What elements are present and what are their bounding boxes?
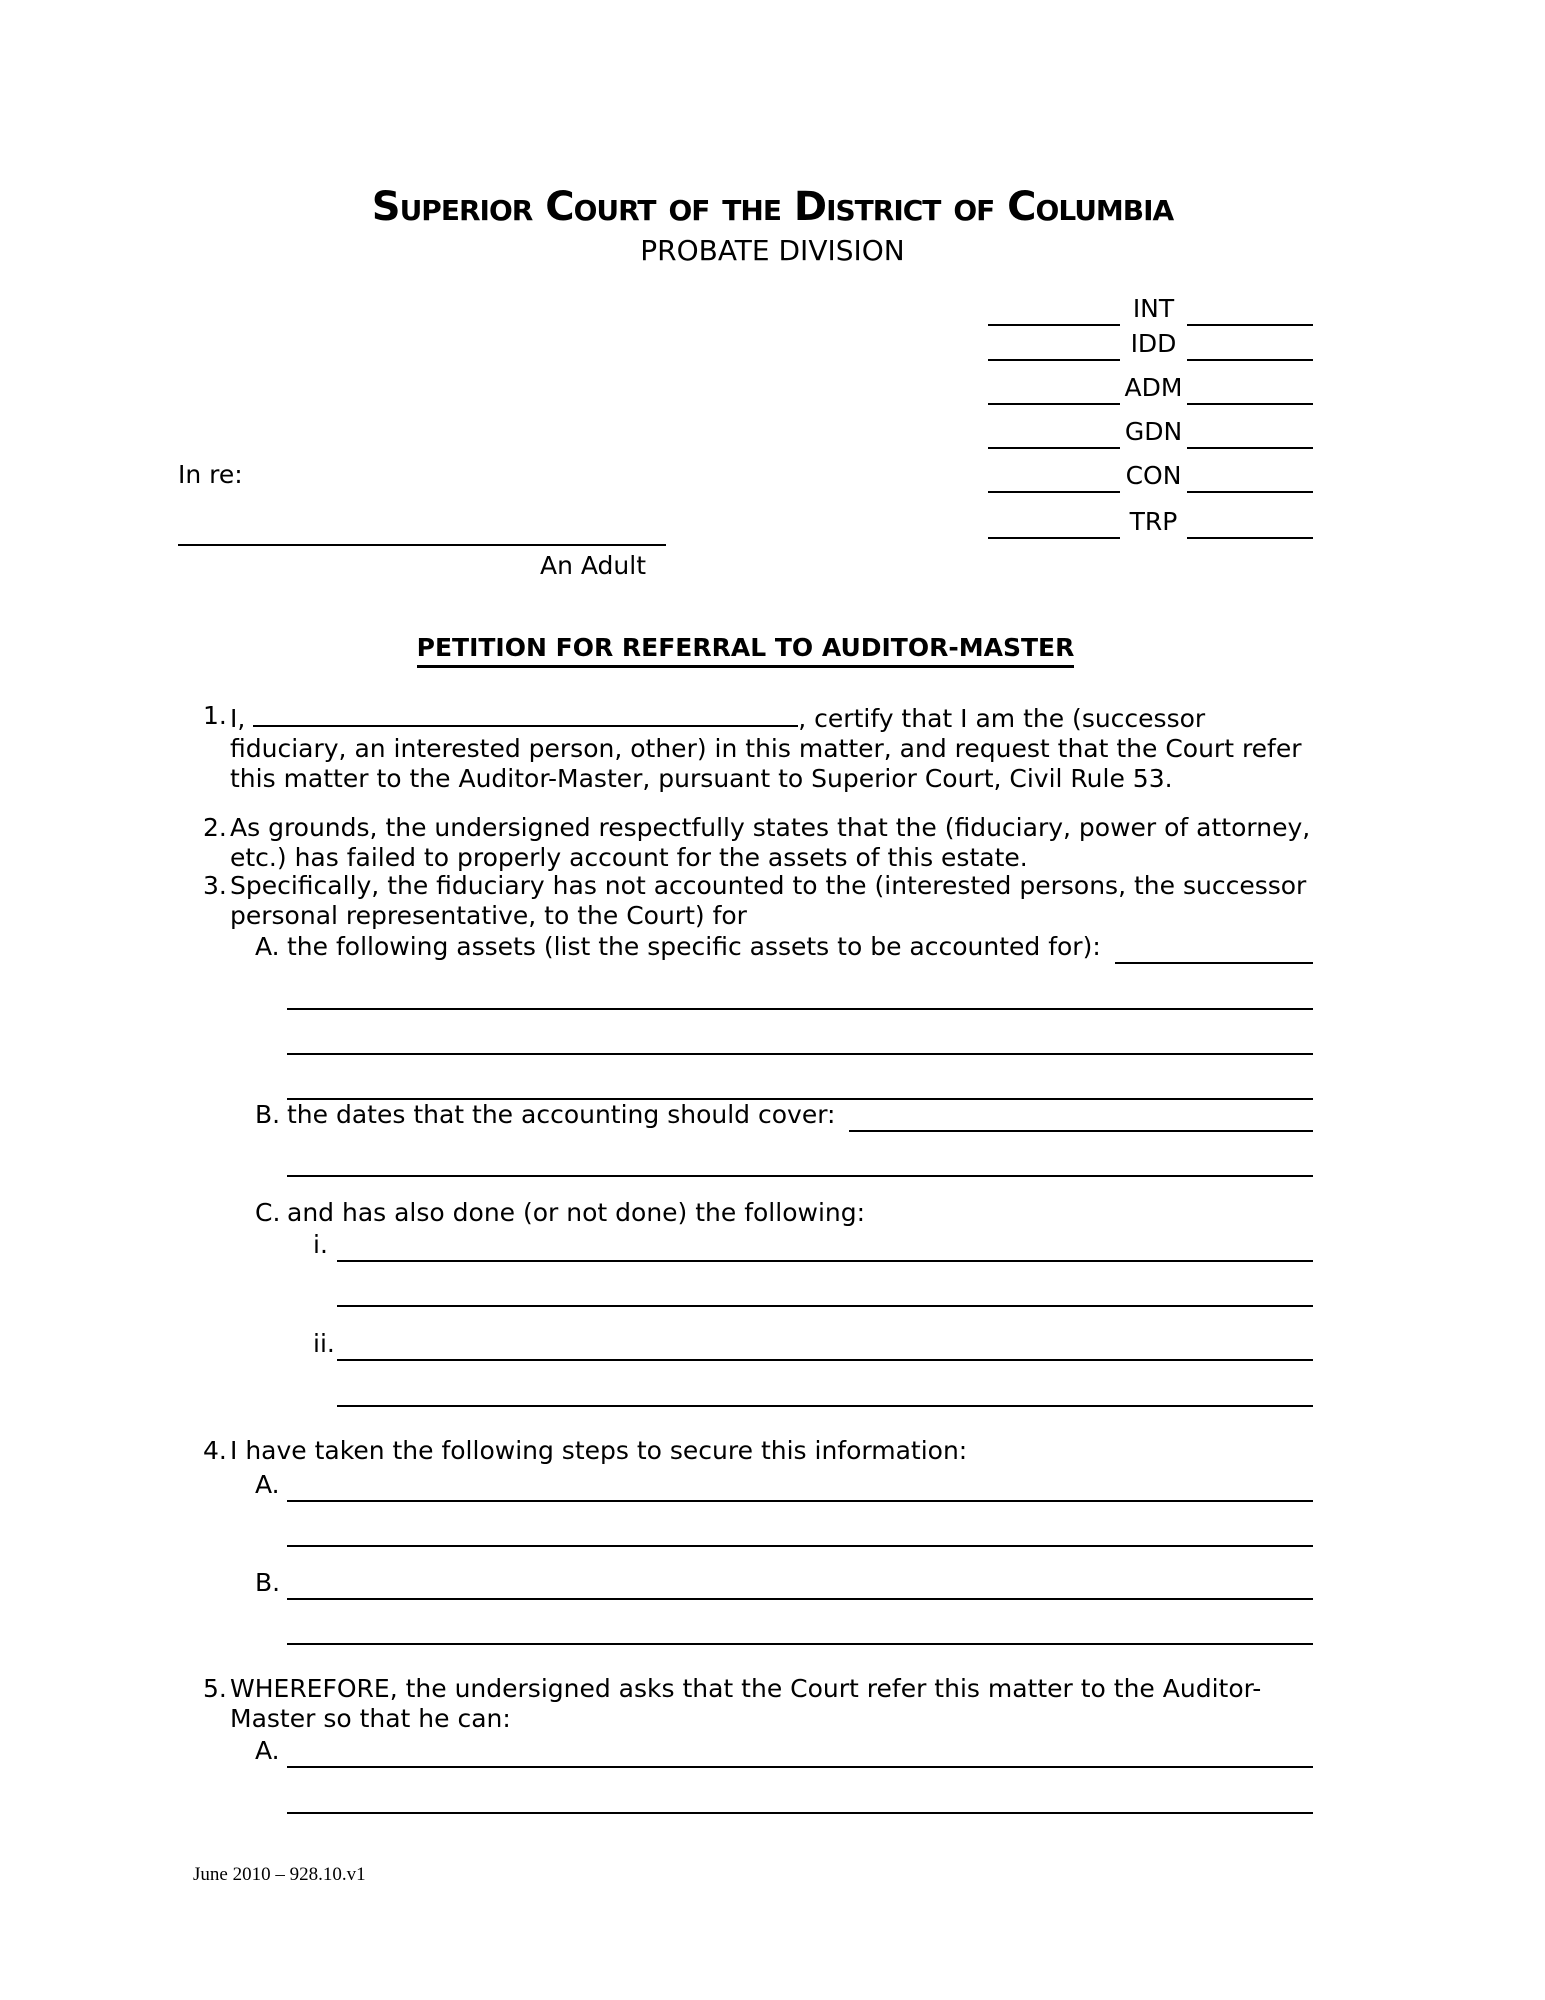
sub-item-letter: B. xyxy=(255,1100,281,1129)
case-number-blank-right[interactable] xyxy=(1187,327,1313,361)
steps-write-line[interactable] xyxy=(287,1502,1313,1547)
subject-name-blank[interactable] xyxy=(178,512,666,546)
item-3c-row xyxy=(255,1198,1313,1230)
item-text: Specifically, the fiduciary has not accounted to the (interested persons, the successor personal representative, to the Court) for xyxy=(230,871,1307,930)
case-number-row xyxy=(988,294,1313,326)
sub-item-letter: A. xyxy=(255,932,280,961)
case-type-label: INT xyxy=(1132,294,1175,323)
case-number-row xyxy=(988,507,1313,539)
case-type-label: GDN xyxy=(1124,417,1183,446)
item-4b-row xyxy=(255,1568,1313,1600)
item-2 xyxy=(203,813,1313,873)
sub-item-text: the following assets (list the specific assets to be accounted for): xyxy=(287,932,1101,961)
case-number-blank-left[interactable] xyxy=(988,292,1120,326)
item-text: I have taken the following steps to secure this information: xyxy=(230,1436,968,1465)
case-number-blank-left[interactable] xyxy=(988,459,1120,493)
done-item-write-line[interactable] xyxy=(337,1361,1313,1407)
item-text: WHEREFORE, the undersigned asks that the Court refer this matter to the Auditor-Master so that he can: xyxy=(230,1674,1262,1733)
case-number-blank-right[interactable] xyxy=(1187,415,1313,449)
assets-write-lines xyxy=(287,965,1313,1100)
item-number: 2. xyxy=(203,813,227,842)
steps-blank[interactable] xyxy=(287,1468,1313,1502)
case-number-row xyxy=(988,461,1313,493)
done-item-write-line[interactable] xyxy=(337,1262,1313,1307)
case-number-blank-left[interactable] xyxy=(988,371,1120,405)
case-number-blank-right[interactable] xyxy=(1187,459,1313,493)
sub-item-text: and has also done (or not done) the following: xyxy=(287,1198,866,1227)
item-3 xyxy=(203,871,1313,931)
sub-item-letter: A. xyxy=(255,1736,280,1765)
case-type-label: IDD xyxy=(1130,329,1177,358)
dates-write-line[interactable] xyxy=(287,1132,1313,1177)
roman-numeral: i. xyxy=(313,1230,328,1259)
case-type-label: TRP xyxy=(1129,507,1178,536)
sub-item-letter: C. xyxy=(255,1198,281,1227)
case-number-row xyxy=(988,373,1313,405)
roman-numeral: ii. xyxy=(313,1329,335,1358)
case-number-blank-right[interactable] xyxy=(1187,371,1313,405)
sub-item-text: the dates that the accounting should cover: xyxy=(287,1100,836,1129)
in-re-label: In re: xyxy=(178,460,243,489)
case-number-row xyxy=(988,329,1313,361)
assets-write-line[interactable] xyxy=(287,1055,1313,1100)
case-number-blank-right[interactable] xyxy=(1187,292,1313,326)
case-number-row xyxy=(988,417,1313,449)
item-3a-row xyxy=(255,932,1313,964)
relief-write-line[interactable] xyxy=(287,1768,1313,1814)
assets-list-blank[interactable] xyxy=(1115,930,1313,964)
case-number-blank-right[interactable] xyxy=(1187,505,1313,539)
sub-item-letter: B. xyxy=(255,1568,281,1597)
item-5 xyxy=(203,1674,1313,1734)
item-number: 4. xyxy=(203,1436,227,1465)
form-title: PETITION FOR REFERRAL TO AUDITOR-MASTER xyxy=(178,633,1313,663)
sub-item-letter: A. xyxy=(255,1470,280,1499)
item-1 xyxy=(203,701,1313,794)
division-subtitle: PROBATE DIVISION xyxy=(640,234,905,267)
item-number: 1. xyxy=(203,701,227,730)
relief-blank[interactable] xyxy=(287,1734,1313,1768)
item-3c-ii-row xyxy=(313,1329,1313,1361)
item-3c-i-row xyxy=(313,1230,1313,1262)
subject-descriptor: An Adult xyxy=(540,551,647,580)
assets-write-line[interactable] xyxy=(287,965,1313,1010)
case-number-blank-left[interactable] xyxy=(988,327,1120,361)
item-number: 5. xyxy=(203,1674,227,1703)
case-type-label: CON xyxy=(1125,461,1182,490)
done-item-blank[interactable] xyxy=(337,1228,1313,1262)
item-number: 3. xyxy=(203,871,227,900)
steps-blank[interactable] xyxy=(287,1566,1313,1600)
case-type-label: ADM xyxy=(1124,373,1183,402)
court-title: Superior Court of the District of Columbia xyxy=(371,184,1174,230)
item-text: As grounds, the undersigned respectfully states that the (fiduciary, power of attorney, etc.) has failed to properly account for the assets of this estate. xyxy=(230,813,1311,872)
case-number-blank-left[interactable] xyxy=(988,415,1120,449)
footer-note: June 2010 – 928.10.v1 xyxy=(193,1864,366,1885)
assets-write-line[interactable] xyxy=(287,1010,1313,1055)
item-5a-row xyxy=(255,1736,1313,1768)
petitioner-name-blank[interactable] xyxy=(253,701,798,727)
item-4 xyxy=(203,1436,1313,1466)
dates-blank[interactable] xyxy=(849,1098,1313,1132)
item-4a-row xyxy=(255,1470,1313,1502)
item-text: I, , certify that I am the (successor fiduciary, an interested person, other) in this matter, and request that the Court refer this matter to the Auditor-Master, pursuant to Superior Court, Civil Rule 53. xyxy=(230,701,1313,794)
done-item-blank[interactable] xyxy=(337,1327,1313,1361)
item-3b-row xyxy=(255,1100,1313,1132)
case-number-blank-left[interactable] xyxy=(988,505,1120,539)
steps-write-line[interactable] xyxy=(287,1600,1313,1645)
